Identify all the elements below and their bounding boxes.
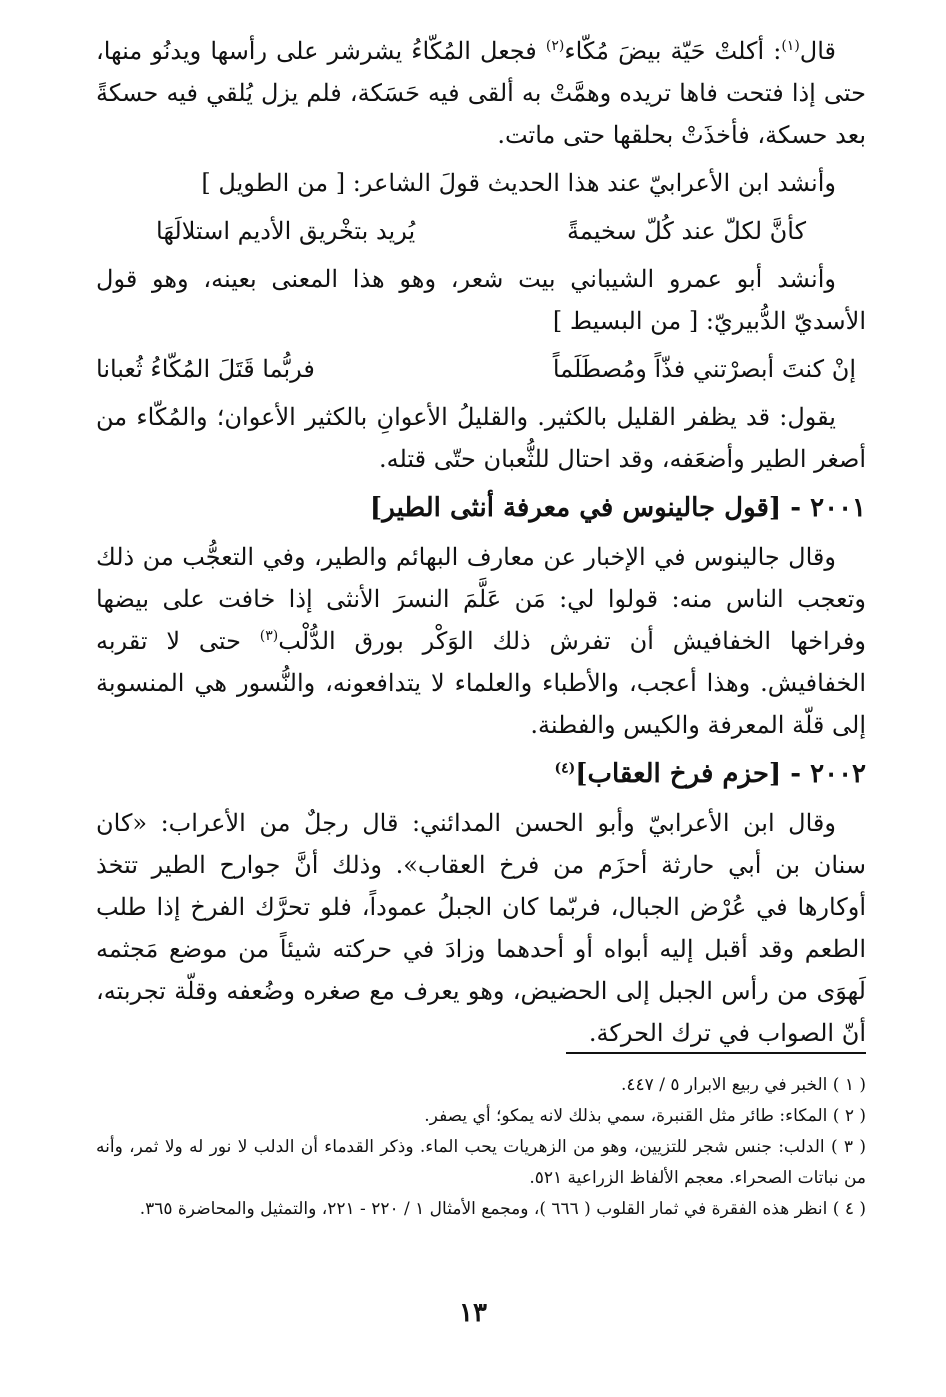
footnote-4: ( ٤ ) انظر هذه الفقرة في ثمار القلوب ( ٦٦٦ )، ومجمع الأمثال ١ / ٢٢٠ - ٢٢١، والتمثيل والمحاضرة ٣٦٥.: [139, 1199, 866, 1219]
footnote-3: ( ٣ ) الدلب: جنس شجر للتزيين، وهو من الزهريات يحب الماء. وذكر القدماء أن الدلب لا نور له ولا ثمر، وأنه من نباتات الصحراء. معجم الألفاظ الزراعية ٥٢١.: [96, 1137, 866, 1188]
paragraph-4: يقول: قد يظفر القليل بالكثير. والقليلُ الأعوانِ بالكثير الأعوان؛ والمُكّاء من أصغر الطير وأضعَفه، وقد احتال للثُّعبان حتّى قتله.: [96, 403, 866, 473]
section-heading-2002-text: ٢٠٠٢ - [حزم فرخ العقاب]: [575, 759, 866, 789]
paragraph-6: وقال ابن الأعرابيّ وأبو الحسن المدائني: قال رجلٌ من الأعراب: «كان سنان بن أبي حارثة أحزَم من فرخ العقاب». وذلك أنَّ جوارح الطير تتخذ أوكارها في عُرْض الجبال، فربّما كان الجبلُ عموداً، فلو تحرَّك الفرخ إذا طلب الطعم وقد أقبل إليه أبواه أو أحدهما وزادَ في حركته شيئاً من موضع مَجثمه لَهوَى من رأس الجبل إلى الحضيض، وهو يعرف مع صغره وضُعفه وقلّة تجربته، أنّ الصواب في ترك الحركة.: [96, 809, 866, 1047]
verse-1: [156, 210, 806, 252]
footnote-ref-3[interactable]: (٣): [259, 628, 279, 644]
footnote-1: ( ١ ) الخبر في ربيع الابرار ٥ / ٤٤٧.: [620, 1075, 866, 1095]
paragraph-5-text-a: وقال جالينوس في الإخبار عن معارف البهائم والطير، وفي التعجُّب من ذلك وتعجب الناس منه: قولوا لي: مَن عَلَّمَ النسرَ الأنثى إذا خافت على بيضها وفراخها الخفافيش أن تفرش ذلك الوَكْر بورق الدُّلْب: [96, 543, 866, 655]
section-heading-2001: ٢٠٠١ - [قول جالينوس في معرفة أنثى الطير]: [369, 493, 866, 523]
paragraph-1: [96, 30, 866, 156]
paragraph-5: [96, 536, 866, 746]
verse-2: [96, 348, 856, 390]
verse-2-second-hemistich: فربُّما قَتَلَ المُكّاءُ ثُعبانا: [96, 355, 315, 383]
paragraph-5-text-b: حتى لا تقربه الخفافيش. وهذا أعجب، والأطباء والعلماء لا يتدافعونه، والنُّسور هي المنسوبة إلى قلّة المعرفة والكيس والفطنة.: [96, 627, 866, 739]
footnote-ref-2[interactable]: (٢): [545, 38, 565, 54]
footnote-ref-1[interactable]: (١): [781, 38, 800, 54]
paragraph-2: وأنشد ابن الأعرابيّ عند هذا الحديث قولَ الشاعر: [ من الطويل ]: [201, 169, 836, 197]
verse-1-second-hemistich: يُريد بتخْريق الأديم استلالَهَا: [156, 217, 416, 245]
footnotes: [96, 1070, 866, 1225]
verse-2-first-hemistich: إنْ كنتَ أبصرْتني فذّاً ومُصطَلَماً: [552, 355, 856, 383]
footnote-ref-4[interactable]: (٤): [554, 760, 576, 777]
paragraph-3: وأنشد أبو عمرو الشيباني بيت شعر، وهو هذا المعنى بعينه، وهو قول الأسديّ الدُّبيريّ: [ من البسيط ]: [96, 265, 866, 335]
paragraph-1-text-a: قال: [799, 37, 837, 65]
page-number: ١٣: [459, 1298, 487, 1328]
verse-1-first-hemistich: كأنَّ لكلّ عند كُلّ سخيمةً: [567, 217, 806, 245]
page-body: [96, 30, 866, 1060]
paragraph-1-text-c: فجعل المُكّاءُ يشرشر على رأسها ويدنُو منها، حتى إذا فتحت فاها تريده وهمَّتْ به ألقى فيه حَسَكة، فلم يزل يُلقي فيه حسكةً بعد حسكة، فأخذَتْ بحلقها حتى ماتت.: [96, 37, 866, 149]
section-heading-2002: [96, 752, 866, 796]
footnote-2: ( ٢ ) المكاء: طائر مثل القنبرة، سمي بذلك لانه يمكو؛ أي يصفر.: [424, 1106, 866, 1126]
paragraph-1-text-b: : أكلتْ حَيّة بيضَ مُكّاء: [564, 37, 782, 65]
